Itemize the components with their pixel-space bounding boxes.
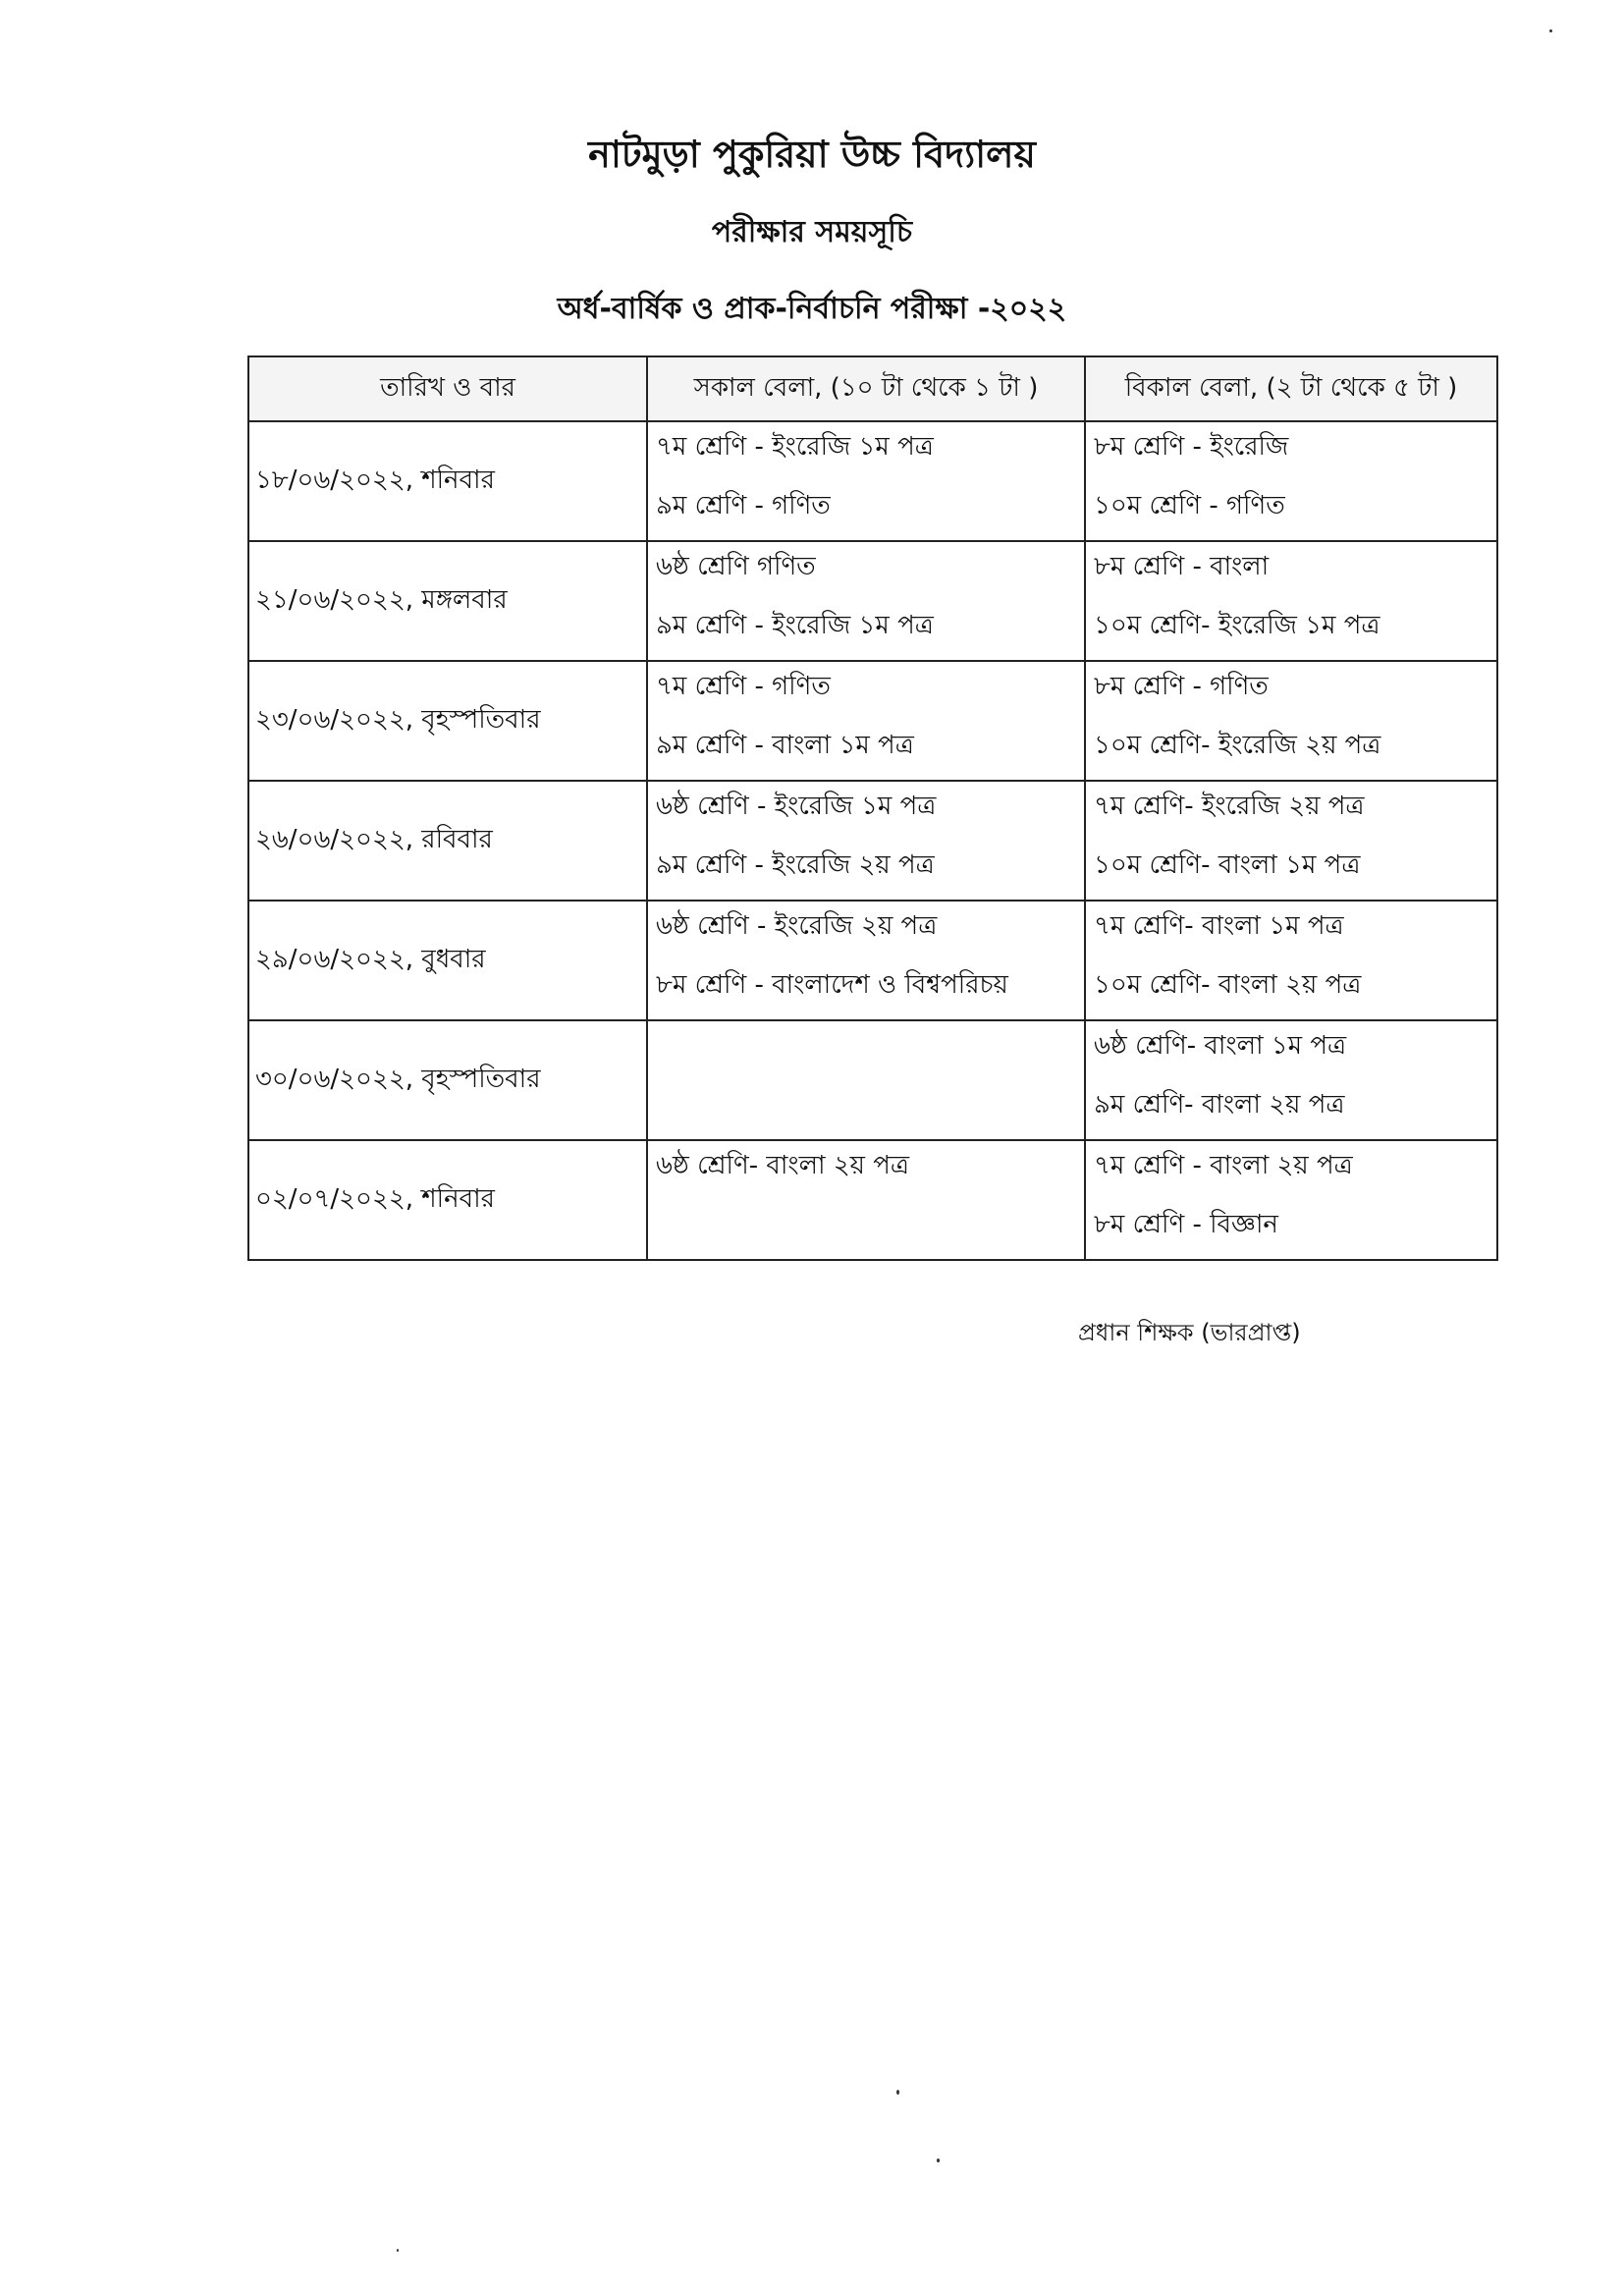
afternoon-cell: [1085, 541, 1497, 661]
afternoon-slot: ৮ম শ্রেণি - গণিত: [1094, 672, 1269, 701]
column-header-date: তারিখ ও বার: [248, 356, 647, 421]
table-row: [248, 1140, 1497, 1260]
date-cell: ৩০/০৬/২০২২, বৃহস্পতিবার: [248, 1020, 647, 1140]
afternoon-slot: ১০ম শ্রেণি- ইংরেজি ১ম পত্র: [1094, 611, 1380, 640]
morning-slot: ৯ম শ্রেণি - ইংরেজি ২য় পত্র: [656, 850, 935, 880]
table-row: [248, 1020, 1497, 1140]
table-header-row: [248, 356, 1497, 421]
morning-cell: [647, 1140, 1085, 1260]
morning-slot: ৯ম শ্রেণি - ইংরেজি ১ম পত্র: [656, 611, 934, 640]
date-cell: ১৮/০৬/২০২২, শনিবার: [248, 421, 647, 541]
afternoon-cell: [1085, 421, 1497, 541]
afternoon-cell: [1085, 901, 1497, 1020]
afternoon-slot: ৭ম শ্রেণি - বাংলা ২য় পত্র: [1094, 1151, 1353, 1180]
date-cell: ০২/০৭/২০২২, শনিবার: [248, 1140, 647, 1260]
afternoon-slot: ১০ম শ্রেণি- বাংলা ১ম পত্র: [1094, 850, 1361, 880]
morning-slot: ৯ম শ্রেণি - গণিত: [656, 491, 831, 520]
morning-slot: ৬ষ্ঠ শ্রেণি- বাংলা ২য় পত্র: [656, 1151, 909, 1180]
scan-speck: [937, 2159, 940, 2162]
scan-speck: [1549, 29, 1552, 32]
afternoon-slot: ৮ম শ্রেণি - ইংরেজি: [1094, 432, 1289, 462]
morning-cell: [647, 1020, 1085, 1140]
column-header-morning: সকাল বেলা, (১০ টা থেকে ১ টা ): [647, 356, 1085, 421]
morning-slot: ৮ম শ্রেণি - বাংলাদেশ ও বিশ্বপরিচয়: [656, 970, 1008, 1000]
exam-schedule-table: [247, 355, 1498, 1261]
afternoon-slot: ৮ম শ্রেণি - বিজ্ঞান: [1094, 1210, 1278, 1239]
morning-cell: [647, 901, 1085, 1020]
date-cell: ২১/০৬/২০২২, মঙ্গলবার: [248, 541, 647, 661]
table-row: [248, 901, 1497, 1020]
morning-slot: ৯ম শ্রেণি - বাংলা ১ম পত্র: [656, 731, 914, 760]
afternoon-cell: [1085, 661, 1497, 781]
morning-cell: [647, 781, 1085, 901]
afternoon-slot: ১০ম শ্রেণি- বাংলা ২য় পত্র: [1094, 970, 1362, 1000]
morning-slot: ৬ষ্ঠ শ্রেণি - ইংরেজি ২য় পত্র: [656, 911, 938, 941]
morning-slot: ৭ম শ্রেণি - ইংরেজি ১ম পত্র: [656, 432, 934, 462]
morning-slot: ৬ষ্ঠ শ্রেণি গণিত: [656, 552, 816, 581]
table-row: [248, 541, 1497, 661]
scan-speck: [397, 2249, 399, 2252]
afternoon-slot: ১০ম শ্রেণি- ইংরেজি ২য় পত্র: [1094, 731, 1381, 760]
column-header-afternoon: বিকাল বেলা, (২ টা থেকে ৫ টা ): [1085, 356, 1497, 421]
afternoon-cell: [1085, 781, 1497, 901]
schedule-title: পরীক্ষার সময়সূচি: [711, 215, 913, 249]
afternoon-slot: ৬ষ্ঠ শ্রেণি- বাংলা ১ম পত্র: [1094, 1031, 1347, 1061]
afternoon-slot: ৮ম শ্রেণি - বাংলা: [1094, 552, 1270, 581]
exam-name: অর্ধ-বার্ষিক ও প্রাক-নির্বাচনি পরীক্ষা -২০২২: [557, 292, 1067, 326]
date-cell: ২৬/০৬/২০২২, রবিবার: [248, 781, 647, 901]
afternoon-slot: ৭ম শ্রেণি- ইংরেজি ২য় পত্র: [1094, 792, 1365, 821]
scan-speck: [896, 2090, 899, 2095]
morning-slot: ৭ম শ্রেণি - গণিত: [656, 672, 831, 701]
table-row: [248, 781, 1497, 901]
afternoon-slot: ১০ম শ্রেণি - গণিত: [1094, 491, 1285, 520]
afternoon-slot: ৯ম শ্রেণি- বাংলা ২য় পত্র: [1094, 1090, 1345, 1120]
afternoon-cell: [1085, 1020, 1497, 1140]
morning-cell: [647, 421, 1085, 541]
morning-cell: [647, 541, 1085, 661]
date-cell: ২৩/০৬/২০২২, বৃহস্পতিবার: [248, 661, 647, 781]
signature-label: প্রধান শিক্ষক (ভারপ্রাপ্ত): [1078, 1319, 1301, 1346]
table-row: [248, 421, 1497, 541]
table-row: [248, 661, 1497, 781]
afternoon-slot: ৭ম শ্রেণি- বাংলা ১ম পত্র: [1094, 911, 1344, 941]
afternoon-cell: [1085, 1140, 1497, 1260]
morning-cell: [647, 661, 1085, 781]
school-name: নাটমুড়া পুকুরিয়া উচ্চ বিদ্যালয়: [588, 133, 1036, 176]
date-cell: ২৯/০৬/২০২২, বুধবার: [248, 901, 647, 1020]
morning-slot: ৬ষ্ঠ শ্রেণি - ইংরেজি ১ম পত্র: [656, 792, 937, 821]
